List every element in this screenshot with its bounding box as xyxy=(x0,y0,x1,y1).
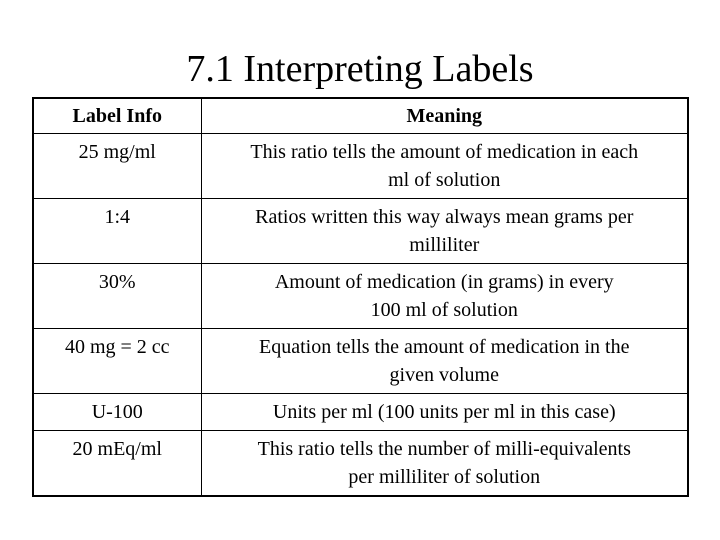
meaning-line: milliliter xyxy=(409,234,480,256)
label-cell: 30% xyxy=(33,264,201,329)
table-row xyxy=(33,394,688,431)
table-row xyxy=(33,264,688,329)
table-row xyxy=(33,431,688,496)
meaning-line: Units per ml (100 units per ml in this case) xyxy=(272,401,616,423)
meaning-cell xyxy=(201,329,688,394)
label-cell: 20 mEq/ml xyxy=(33,431,201,496)
label-cell: 40 mg = 2 cc xyxy=(33,329,201,394)
meaning-line: 100 ml of solution xyxy=(370,299,518,321)
meaning-cell xyxy=(201,199,688,264)
meaning-line: This ratio tells the amount of medication in each xyxy=(250,141,639,163)
meaning-cell xyxy=(201,264,688,329)
table-row xyxy=(33,329,688,394)
label-cell: 25 mg/ml xyxy=(33,134,201,199)
meaning-line: Equation tells the amount of medication in the xyxy=(259,336,630,358)
meaning-line: Amount of medication (in grams) in every xyxy=(274,271,614,293)
meaning-line: This ratio tells the number of milli-equivalents xyxy=(257,438,631,460)
header-meaning: Meaning xyxy=(201,98,688,134)
meaning-line: ml of solution xyxy=(388,169,501,191)
table-row xyxy=(33,199,688,264)
table-header-row xyxy=(33,98,688,134)
label-cell: U-100 xyxy=(33,394,201,431)
meaning-cell xyxy=(201,134,688,199)
meaning-line: per milliliter of solution xyxy=(348,466,541,488)
meaning-cell xyxy=(201,394,688,431)
label-cell: 1:4 xyxy=(33,199,201,264)
header-label-info: Label Info xyxy=(33,98,201,134)
label-info-table xyxy=(32,97,689,497)
meaning-line: given volume xyxy=(389,364,499,386)
meaning-cell xyxy=(201,431,688,496)
slide-title: 7.1 Interpreting Labels xyxy=(186,48,534,90)
table-row xyxy=(33,134,688,199)
meaning-line: Ratios written this way always mean grams per xyxy=(255,206,634,228)
